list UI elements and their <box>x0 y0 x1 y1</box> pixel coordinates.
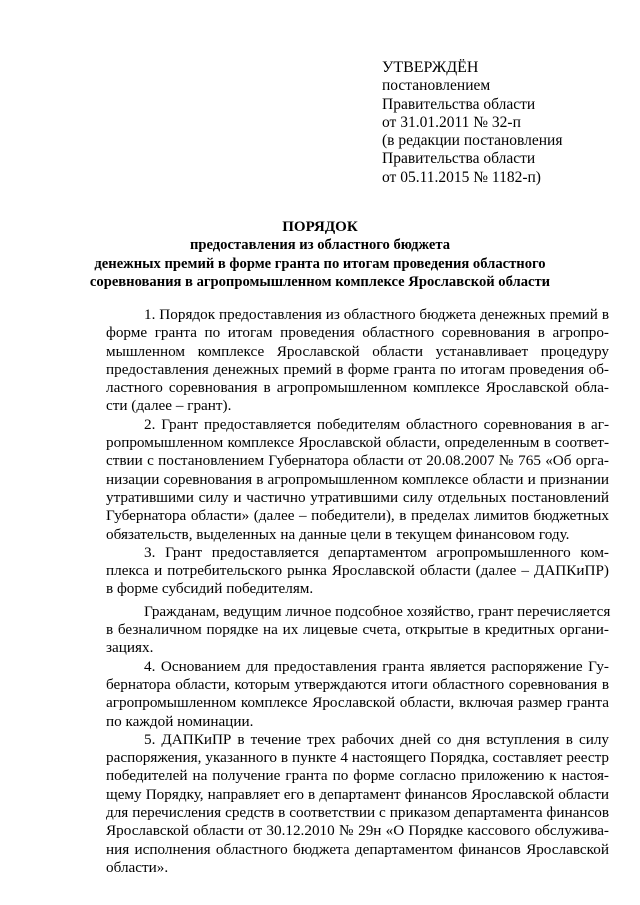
approval-line: от 31.01.2011 № 32-п <box>382 113 521 131</box>
text-line: для перечисления средств в соответствии с приказом департамента финансов <box>106 804 609 822</box>
approval-line: (в редакции постановления <box>382 132 563 150</box>
text-line: утратившими силу и частично утратившими силу отдельных постановлений <box>106 488 609 506</box>
text-line: предоставления денежных премий в форме гранта по итогам проведения об- <box>106 360 609 378</box>
title-line: соревнования в агропромышленном комплексе Ярославской области <box>89 273 551 290</box>
text-line: щему Порядку, направляет его в департамент финансов Ярославской области <box>106 785 609 803</box>
text-line: сти (далее – грант). <box>106 397 232 415</box>
text-line: низации соревнования в агропромышленном комплексе области и признании <box>106 470 609 488</box>
title-line: предоставления из областного бюджета <box>189 237 451 254</box>
text-line: форме гранта по итогам проведения областного соревнования в агропро- <box>106 324 609 342</box>
approval-line: от 05.11.2015 № 1182-п) <box>382 168 541 186</box>
document-body <box>106 306 609 877</box>
text-line: Ярославской области от 30.12.2010 № 29н «О Порядке кассового обслужива- <box>106 822 609 840</box>
approval-line: постановлением <box>382 77 491 95</box>
text-line: 5. ДАПКиПР в течение трех рабочих дней со дня вступления в силу <box>144 730 609 748</box>
approval-block <box>382 59 562 187</box>
title-line: денежных премий в форме гранта по итогам проведения областного <box>94 255 546 272</box>
text-line: по каждой номинации. <box>106 712 254 730</box>
text-line: 4. Основанием для предоставления гранта является распоряжение Гу- <box>144 657 609 675</box>
text-line: 2. Грант предоставляется победителям областного соревнования в аг- <box>144 415 609 433</box>
text-line: ния исполнения областного бюджета департаментом финансов Ярославской <box>106 840 609 858</box>
text-line: плекса и потребительского рынка Ярославской области (далее – ДАПКиПР) <box>106 562 609 580</box>
text-line: ластного соревнования в агропромышленном комплексе Ярославской обла- <box>106 379 609 397</box>
text-line: ствии с постановлением Губернатора области от 20.08.2007 № 765 «Об орга- <box>106 452 609 470</box>
paragraph-2 <box>106 416 609 544</box>
text-line: победителей на получение гранта по форме согласно приложению к настоя- <box>106 767 609 785</box>
title-main: ПОРЯДОК <box>282 219 358 235</box>
text-line: 1. Порядок предоставления из областного бюджета денежных премий в <box>144 306 609 323</box>
text-line: области». <box>106 858 169 876</box>
paragraph-3-citizens <box>106 603 609 658</box>
text-line: мышленном комплексе Ярославской области устанавливает процедуру <box>106 342 609 360</box>
approval-line: Правительства области <box>382 95 536 113</box>
text-line: Гражданам, ведущим личное подсобное хозяйство, грант перечисляется <box>144 602 611 620</box>
text-line: бернатора области, которым утверждаются итоги областного соревнования в <box>106 675 609 693</box>
text-line: в форме субсидий победителям. <box>106 580 314 598</box>
text-line: распоряжения, указанного в пункте 4 настоящего Порядка, составляет реестр <box>106 749 609 767</box>
text-line: зациях. <box>106 639 154 657</box>
approval-line: Правительства области <box>382 150 536 168</box>
text-line: Губернатора области» (далее – победители), в пределах лимитов бюджетных <box>106 507 609 525</box>
paragraph-5 <box>106 731 609 877</box>
text-line: в безналичном порядке на их лицевые счета, открытые в кредитных органи- <box>106 621 609 639</box>
approval-heading: УТВЕРЖДЁН <box>382 59 479 76</box>
text-line: ропромышленном комплексе Ярославской области, определенным в соответ- <box>106 434 609 452</box>
paragraph-1 <box>106 306 609 416</box>
text-line: 3. Грант предоставляется департаментом агропромышленного ком- <box>144 543 609 561</box>
text-line: агропромышленном комплексе Ярославской области, включая размер гранта <box>106 694 609 712</box>
text-line: обязательств, выделенных на данные цели в текущем финансовом году. <box>106 525 570 543</box>
document-title <box>0 218 640 291</box>
paragraph-4 <box>106 658 609 731</box>
paragraph-3 <box>106 544 609 599</box>
